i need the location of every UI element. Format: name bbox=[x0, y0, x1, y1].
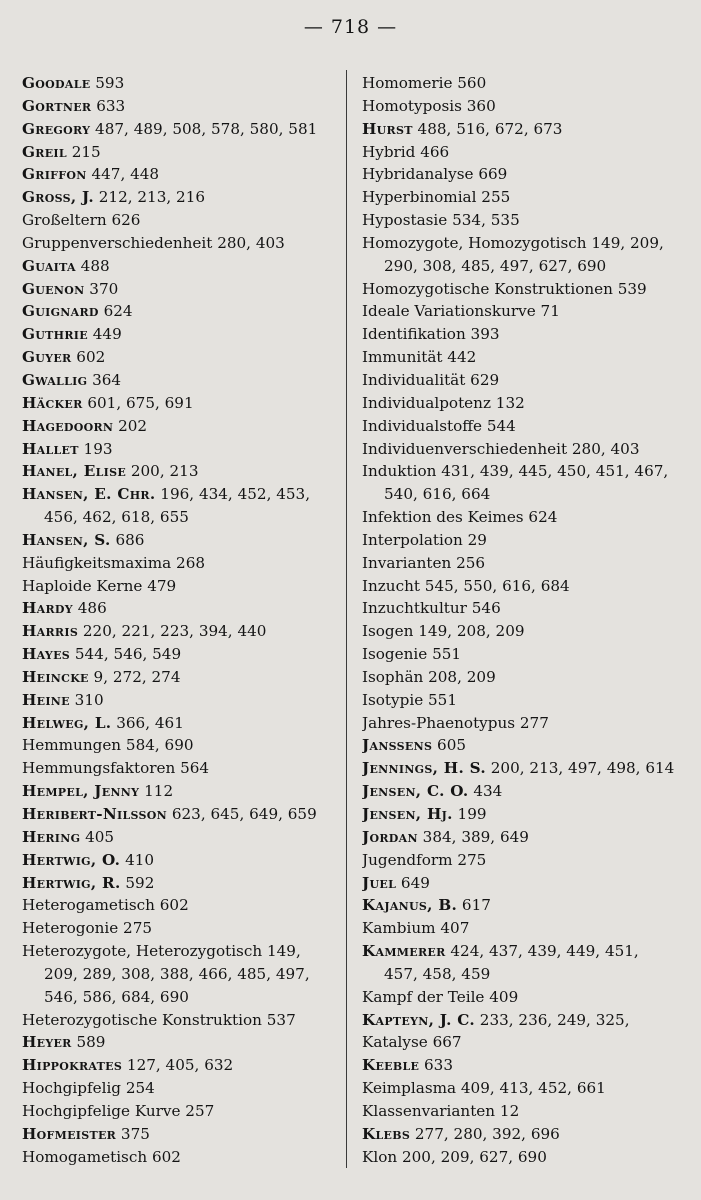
index-term: Individualstoffe 544 bbox=[362, 416, 516, 435]
page-references: 310 bbox=[69, 690, 104, 709]
index-term: Heterozygote, Heterozygotisch 149, bbox=[22, 942, 301, 961]
index-term: Infektion des Keimes 624 bbox=[362, 508, 558, 527]
author-name: Hofmeister bbox=[22, 1124, 117, 1143]
index-entry bbox=[22, 734, 340, 757]
index-entry bbox=[22, 369, 340, 392]
index-entry bbox=[22, 872, 340, 895]
index-entry bbox=[362, 620, 687, 643]
index-term: Kampf der Teile 409 bbox=[362, 987, 519, 1006]
page-references: 410 bbox=[120, 850, 155, 869]
index-entry bbox=[22, 940, 340, 963]
author-name: Guyer bbox=[22, 348, 72, 367]
author-name: Hippokrates bbox=[22, 1056, 123, 1075]
index-term: 209, 289, 308, 388, 466, 485, 497, bbox=[44, 964, 310, 983]
author-name: Janssens bbox=[362, 736, 433, 755]
index-entry-continuation bbox=[362, 963, 687, 986]
index-entry bbox=[362, 118, 687, 141]
author-name: Kapteyn, J. C. bbox=[362, 1010, 475, 1029]
index-term: Homozygotische Konstruktionen 539 bbox=[362, 279, 647, 298]
page-references: 593 bbox=[90, 74, 125, 92]
author-name: Hallet bbox=[22, 439, 79, 458]
index-entry bbox=[362, 346, 687, 369]
page-references: 366, 461 bbox=[111, 713, 184, 732]
page-references: 193 bbox=[78, 439, 113, 458]
index-term: Inzuchtkultur 546 bbox=[362, 599, 501, 618]
index-term: Ideale Variationskurve 71 bbox=[362, 302, 560, 321]
author-name: Keeble bbox=[362, 1056, 420, 1075]
index-entry bbox=[22, 72, 340, 95]
author-name: Hansen, E. Chr. bbox=[22, 485, 156, 504]
page-references: 405 bbox=[80, 827, 115, 846]
index-term: Hochgipfelige Kurve 257 bbox=[22, 1101, 215, 1120]
index-entry bbox=[362, 1054, 687, 1077]
page-references: 215 bbox=[66, 142, 101, 161]
page-references: 602 bbox=[71, 348, 106, 367]
author-name: Heribert-Nilsson bbox=[22, 805, 167, 823]
index-term: Katalyse 667 bbox=[362, 1033, 462, 1052]
index-entry bbox=[362, 232, 687, 255]
index-entry bbox=[22, 894, 340, 917]
index-entry bbox=[362, 141, 687, 164]
author-name: Guthrie bbox=[22, 325, 88, 344]
index-entry bbox=[362, 209, 687, 232]
index-entry bbox=[362, 734, 687, 757]
index-entry bbox=[22, 163, 340, 186]
index-term: 540, 616, 664 bbox=[384, 485, 491, 504]
index-entry bbox=[22, 689, 340, 712]
index-entry bbox=[22, 803, 340, 826]
author-name: Guaita bbox=[22, 256, 76, 275]
author-name: Hansen, S. bbox=[22, 530, 111, 549]
author-name: Hagedoorn bbox=[22, 416, 114, 435]
author-name: Heyer bbox=[22, 1033, 72, 1052]
index-entry bbox=[362, 186, 687, 209]
index-entry bbox=[22, 1100, 340, 1123]
index-entry bbox=[22, 186, 340, 209]
index-entry bbox=[362, 803, 687, 826]
index-term: Homomerie 560 bbox=[362, 74, 487, 92]
index-entry bbox=[22, 917, 340, 940]
index-term: Hemmungen 584, 690 bbox=[22, 736, 194, 755]
page-references: 649 bbox=[396, 873, 430, 892]
author-name: Hempel, Jenny bbox=[22, 782, 140, 801]
index-term: Isogenie 551 bbox=[362, 645, 462, 664]
index-entry bbox=[362, 1100, 687, 1123]
index-entry bbox=[22, 575, 340, 598]
page-references: 434 bbox=[468, 782, 503, 801]
page-references: 199 bbox=[452, 805, 487, 823]
index-entry bbox=[362, 1077, 687, 1100]
index-entry bbox=[22, 118, 340, 141]
author-name: Hurst bbox=[362, 119, 413, 138]
page-references: 424, 437, 439, 449, 451, bbox=[445, 942, 639, 961]
index-entry-continuation bbox=[22, 506, 340, 529]
index-column-right bbox=[362, 72, 687, 1169]
index-entry bbox=[362, 1123, 687, 1146]
index-entry bbox=[22, 323, 340, 346]
index-term: 290, 308, 485, 497, 627, 690 bbox=[384, 256, 607, 275]
page-references: 449 bbox=[87, 325, 122, 344]
author-name: Hering bbox=[22, 827, 81, 846]
index-entry bbox=[22, 415, 340, 438]
index-entry bbox=[362, 506, 687, 529]
index-entry bbox=[362, 278, 687, 301]
author-name: Hayes bbox=[22, 645, 71, 664]
index-term: Häufigkeitsmaxima 268 bbox=[22, 553, 206, 572]
page-references: 488 bbox=[75, 256, 110, 275]
author-name: Häcker bbox=[22, 393, 83, 412]
index-entry bbox=[362, 757, 687, 780]
index-entry bbox=[22, 1077, 340, 1100]
author-name: Gregory bbox=[22, 119, 91, 138]
page-references: 384, 389, 649 bbox=[417, 827, 529, 846]
index-entry bbox=[362, 460, 687, 483]
page-references: 686 bbox=[110, 530, 145, 549]
page-references: 589 bbox=[71, 1033, 106, 1052]
index-column-left bbox=[22, 72, 340, 1169]
index-entry bbox=[362, 392, 687, 415]
page-references: 617 bbox=[457, 896, 491, 915]
index-term: Heterogametisch 602 bbox=[22, 896, 189, 915]
page-references: 200, 213, 497, 498, 614 bbox=[485, 759, 675, 778]
page-references: 233, 236, 249, 325, bbox=[474, 1010, 630, 1029]
author-name: Gortner bbox=[22, 96, 92, 115]
index-entry bbox=[362, 872, 687, 895]
index-entry bbox=[362, 826, 687, 849]
index-term: Identifikation 393 bbox=[362, 325, 500, 344]
index-entry bbox=[22, 1031, 340, 1054]
author-name: Goodale bbox=[22, 74, 91, 92]
author-name: Helweg, L. bbox=[22, 713, 112, 732]
index-term: Hybridanalyse 669 bbox=[362, 165, 508, 184]
index-entry bbox=[22, 620, 340, 643]
index-entry bbox=[362, 300, 687, 323]
index-term: Jugendform 275 bbox=[362, 850, 487, 869]
index-entry bbox=[22, 300, 340, 323]
index-term: Individualität 629 bbox=[362, 370, 500, 389]
index-entry bbox=[362, 95, 687, 118]
author-name: Heine bbox=[22, 690, 70, 709]
index-term: Hybrid 466 bbox=[362, 142, 450, 161]
index-entry-continuation bbox=[362, 483, 687, 506]
index-entry bbox=[362, 666, 687, 689]
index-entry bbox=[22, 278, 340, 301]
page-references: 624 bbox=[98, 302, 133, 321]
index-entry bbox=[362, 575, 687, 598]
index-entry bbox=[22, 1054, 340, 1077]
index-entry bbox=[362, 1009, 687, 1032]
index-term: Individualpotenz 132 bbox=[362, 393, 525, 412]
page-references: 277, 280, 392, 696 bbox=[410, 1124, 560, 1143]
index-entry bbox=[22, 1123, 340, 1146]
index-entry bbox=[22, 1009, 340, 1032]
index-term: Isophän 208, 209 bbox=[362, 667, 496, 686]
index-entry bbox=[362, 1031, 687, 1054]
author-name: Hanel, Elise bbox=[22, 462, 127, 481]
author-name: Hardy bbox=[22, 599, 73, 618]
index-entry bbox=[22, 849, 340, 872]
author-name: Kammerer bbox=[362, 942, 446, 961]
index-term: Klon 200, 209, 627, 690 bbox=[362, 1147, 547, 1166]
index-entry bbox=[362, 780, 687, 803]
index-term: Hypostasie 534, 535 bbox=[362, 211, 520, 230]
page-references: 375 bbox=[116, 1124, 150, 1143]
index-term: Heterozygotische Konstruktion 537 bbox=[22, 1010, 296, 1029]
index-entry bbox=[362, 940, 687, 963]
index-term: Homogametisch 602 bbox=[22, 1147, 181, 1166]
index-entry bbox=[362, 689, 687, 712]
index-term: Isotypie 551 bbox=[362, 690, 458, 709]
page-references: 212, 213, 216 bbox=[93, 188, 206, 207]
author-name: Guignard bbox=[22, 302, 99, 321]
index-entry bbox=[22, 141, 340, 164]
index-entry bbox=[22, 757, 340, 780]
index-entry bbox=[362, 415, 687, 438]
author-name: Gwallig bbox=[22, 370, 88, 389]
index-term: Hochgipfelig 254 bbox=[22, 1079, 155, 1098]
index-entry bbox=[22, 666, 340, 689]
index-entry bbox=[362, 712, 687, 735]
page-references: 9, 272, 274 bbox=[88, 667, 181, 686]
index-entry bbox=[22, 780, 340, 803]
index-entry bbox=[22, 597, 340, 620]
page-references: 196, 434, 452, 453, bbox=[155, 485, 311, 504]
page-references: 605 bbox=[432, 736, 467, 755]
index-entry bbox=[362, 849, 687, 872]
page-references: 370 bbox=[84, 279, 119, 298]
index-term: Hemmungsfaktoren 564 bbox=[22, 759, 210, 778]
author-name: Jensen, Hj. bbox=[362, 805, 453, 823]
page-references: 623, 645, 649, 659 bbox=[167, 805, 317, 823]
page-references: 200, 213 bbox=[126, 462, 199, 481]
index-entry bbox=[22, 209, 340, 232]
index-entry bbox=[22, 392, 340, 415]
index-entry bbox=[362, 72, 687, 95]
author-name: Jensen, C. O. bbox=[362, 782, 469, 801]
page-references: 487, 489, 508, 578, 580, 581 bbox=[90, 119, 318, 138]
index-entry bbox=[22, 712, 340, 735]
index-entry bbox=[362, 438, 687, 461]
page-references: 202 bbox=[113, 416, 148, 435]
author-name: Heincke bbox=[22, 667, 89, 686]
author-name: Griffon bbox=[22, 165, 87, 184]
page-references: 592 bbox=[120, 873, 155, 892]
index-term: Individuenverschiedenheit 280, 403 bbox=[362, 439, 640, 458]
index-term: Großeltern 626 bbox=[22, 211, 141, 230]
index-entry bbox=[22, 346, 340, 369]
page-references: 488, 516, 672, 673 bbox=[412, 119, 563, 138]
index-entry bbox=[22, 552, 340, 575]
page-references: 364 bbox=[87, 370, 122, 389]
author-name: Guenon bbox=[22, 279, 85, 298]
index-term: Induktion 431, 439, 445, 450, 451, 467, bbox=[362, 462, 669, 481]
page-references: 633 bbox=[419, 1056, 454, 1075]
index-entry bbox=[362, 643, 687, 666]
index-entry bbox=[22, 232, 340, 255]
author-name: Greil bbox=[22, 142, 67, 161]
author-name: Klebs bbox=[362, 1124, 411, 1143]
index-term: Homozygote, Homozygotisch 149, 209, bbox=[362, 233, 664, 252]
index-term: Heterogonie 275 bbox=[22, 919, 153, 938]
index-term: 546, 586, 684, 690 bbox=[44, 987, 189, 1006]
index-entry bbox=[22, 483, 340, 506]
index-entry bbox=[22, 826, 340, 849]
page-references: 601, 675, 691 bbox=[82, 393, 194, 412]
index-term: 457, 458, 459 bbox=[384, 964, 491, 983]
index-entry bbox=[22, 529, 340, 552]
author-name: Kajanus, B. bbox=[362, 896, 458, 915]
index-term: Interpolation 29 bbox=[362, 530, 487, 549]
index-entry bbox=[22, 643, 340, 666]
index-term: Haploide Kerne 479 bbox=[22, 576, 177, 595]
author-name: Jennings, H. S. bbox=[362, 759, 486, 778]
page-references: 544, 546, 549 bbox=[70, 645, 182, 664]
index-term: Isogen 149, 208, 209 bbox=[362, 622, 525, 641]
author-name: Hertwig, R. bbox=[22, 873, 121, 892]
index-term: Immunität 442 bbox=[362, 348, 477, 367]
index-term: Hyperbinomial 255 bbox=[362, 188, 511, 207]
author-name: Harris bbox=[22, 622, 79, 641]
index-entry bbox=[22, 1146, 340, 1169]
index-entry bbox=[362, 369, 687, 392]
page-references: 220, 221, 223, 394, 440 bbox=[78, 622, 267, 641]
index-entry bbox=[362, 597, 687, 620]
index-term: Keimplasma 409, 413, 452, 661 bbox=[362, 1079, 606, 1098]
index-term: 456, 462, 618, 655 bbox=[44, 508, 189, 527]
index-entry bbox=[362, 917, 687, 940]
page-references: 486 bbox=[72, 599, 107, 618]
index-entry-continuation bbox=[362, 255, 687, 278]
index-entry bbox=[22, 438, 340, 461]
author-name: Juel bbox=[362, 873, 397, 892]
author-name: Gross, J. bbox=[22, 188, 94, 207]
index-entry-continuation bbox=[22, 963, 340, 986]
index-term: Klassenvarianten 12 bbox=[362, 1101, 520, 1120]
index-term: Inzucht 545, 550, 616, 684 bbox=[362, 576, 570, 595]
index-term: Homotyposis 360 bbox=[362, 96, 496, 115]
author-name: Hertwig, O. bbox=[22, 850, 121, 869]
page-number: — 718 — bbox=[303, 16, 398, 38]
index-entry bbox=[362, 552, 687, 575]
index-term: Gruppenverschiedenheit 280, 403 bbox=[22, 233, 285, 252]
index-entry bbox=[362, 529, 687, 552]
index-entry-continuation bbox=[22, 986, 340, 1009]
author-name: Jordan bbox=[362, 827, 418, 846]
index-term: Jahres-Phaenotypus 277 bbox=[362, 713, 549, 732]
index-entry bbox=[362, 1146, 687, 1169]
index-entry bbox=[362, 163, 687, 186]
page-references: 127, 405, 632 bbox=[122, 1056, 234, 1075]
page-references: 112 bbox=[139, 782, 174, 801]
index-entry bbox=[22, 95, 340, 118]
index-entry bbox=[362, 986, 687, 1009]
index-term: Invarianten 256 bbox=[362, 553, 486, 572]
index-term: Kambium 407 bbox=[362, 919, 470, 938]
column-divider bbox=[346, 70, 347, 1168]
index-entry bbox=[22, 255, 340, 278]
index-entry bbox=[362, 323, 687, 346]
index-entry bbox=[22, 460, 340, 483]
page-references: 633 bbox=[91, 96, 126, 115]
index-entry bbox=[362, 894, 687, 917]
page-references: 447, 448 bbox=[86, 165, 160, 184]
